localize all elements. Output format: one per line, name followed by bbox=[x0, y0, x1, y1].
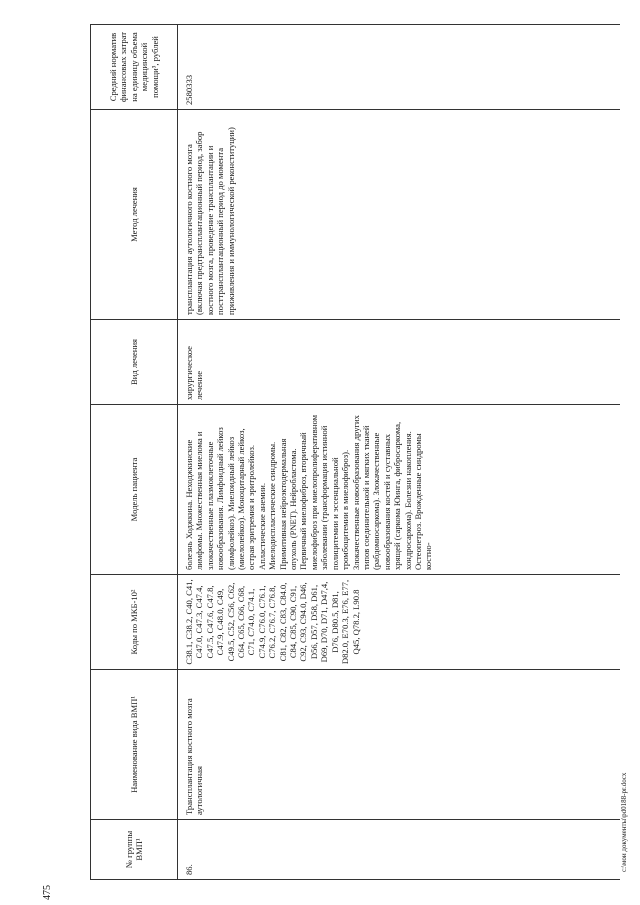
cell-patient-model: болезнь Ходжкина. Неходжкинские лимфомы. Множественная миелома и злокачественные плазмоклеточные новообразования. Лимфоидный лейкоз (лимфолейкоз). Миелоидный лейкоз (миелолейкоз). Моноцитарный лейкоз, острая эритремия и эритролейкоз. Апластические анемии. Миелодиспластические синдромы. Примитивная нейроэктодермальная опухоль (PNET). Нейробластома. Первичный миелофиброз, вторичный миелофиброз при миелопролиферативном заболевании (трансформация истинной полицитемии и эссенциальной тромбоцитемии в миелофиброз). Злокачественные новообразования других типов соединительной и мягких тканей (рабдомиосаркома). Злокачественные новообразования костей и суставных хрящей (саркома Юинга, фибросаркома, хондросаркома). Болезни накопления. Остеопетроз. Врожденные синдромы костно- bbox=[178, 405, 621, 575]
cell-vmp-name: Трансплантация костного мозга аутологичная bbox=[178, 670, 621, 820]
cell-treatment-type: хирургическое лечение bbox=[178, 320, 621, 405]
header-group-number: № группы ВМП¹ bbox=[91, 820, 178, 880]
cell-average-cost: 2580333 bbox=[178, 25, 621, 110]
header-treatment-type: Вид лечения bbox=[91, 320, 178, 405]
cell-icd-codes: C38.1, C38.2, C40, C41, C47.0, C47.3, C47.4, C47.5, C47.6, C47.8, C47.9, C48.0, C49, C49.5, C52, C56, C62, C64, C65, C66, C68, C71, C74.0, C74.1, C74.9, C76.0, C76.1, C76.2, C76.7, C76.8, C81, C82, C83, C84.0, C84, C85, C90, C91, C92, C93, C94.0, D46, D56, D57, D58, D61, D69, D70, D71, D47,4, D76, D80.5, D81, D82.0, E70.3, E76, E77, Q45, Q78.2, L90.8 bbox=[178, 575, 621, 670]
page-number bbox=[0, 436, 53, 900]
header-average-cost: Средний норматив финансовых затрат на единицу объема медицинской помощи³, рублей bbox=[91, 25, 178, 110]
table-header-row bbox=[91, 25, 178, 880]
cell-treatment-method: трансплантация аутологичного костного мозга (включая предтрансплантационный период, забор костного мозга, проведение трансплантации и посттрансплантационный период до момента приживления и иммунологической реконституции) bbox=[178, 110, 621, 320]
header-vmp-name: Наименование вида ВМП¹ bbox=[91, 670, 178, 820]
rotated-table-container bbox=[90, 25, 620, 880]
header-icd-codes: Коды по МКБ-10² bbox=[91, 575, 178, 670]
header-patient-model: Модель пациента bbox=[91, 405, 178, 575]
page-number-text: 475 bbox=[42, 885, 53, 900]
footer-file-path: c:\мои документы\pd0188-pr.docx bbox=[620, 772, 628, 872]
vmp-table bbox=[90, 24, 620, 880]
header-treatment-method: Метод лечения bbox=[91, 110, 178, 320]
cell-group-number: 86. bbox=[178, 820, 621, 880]
table-row bbox=[178, 25, 621, 880]
